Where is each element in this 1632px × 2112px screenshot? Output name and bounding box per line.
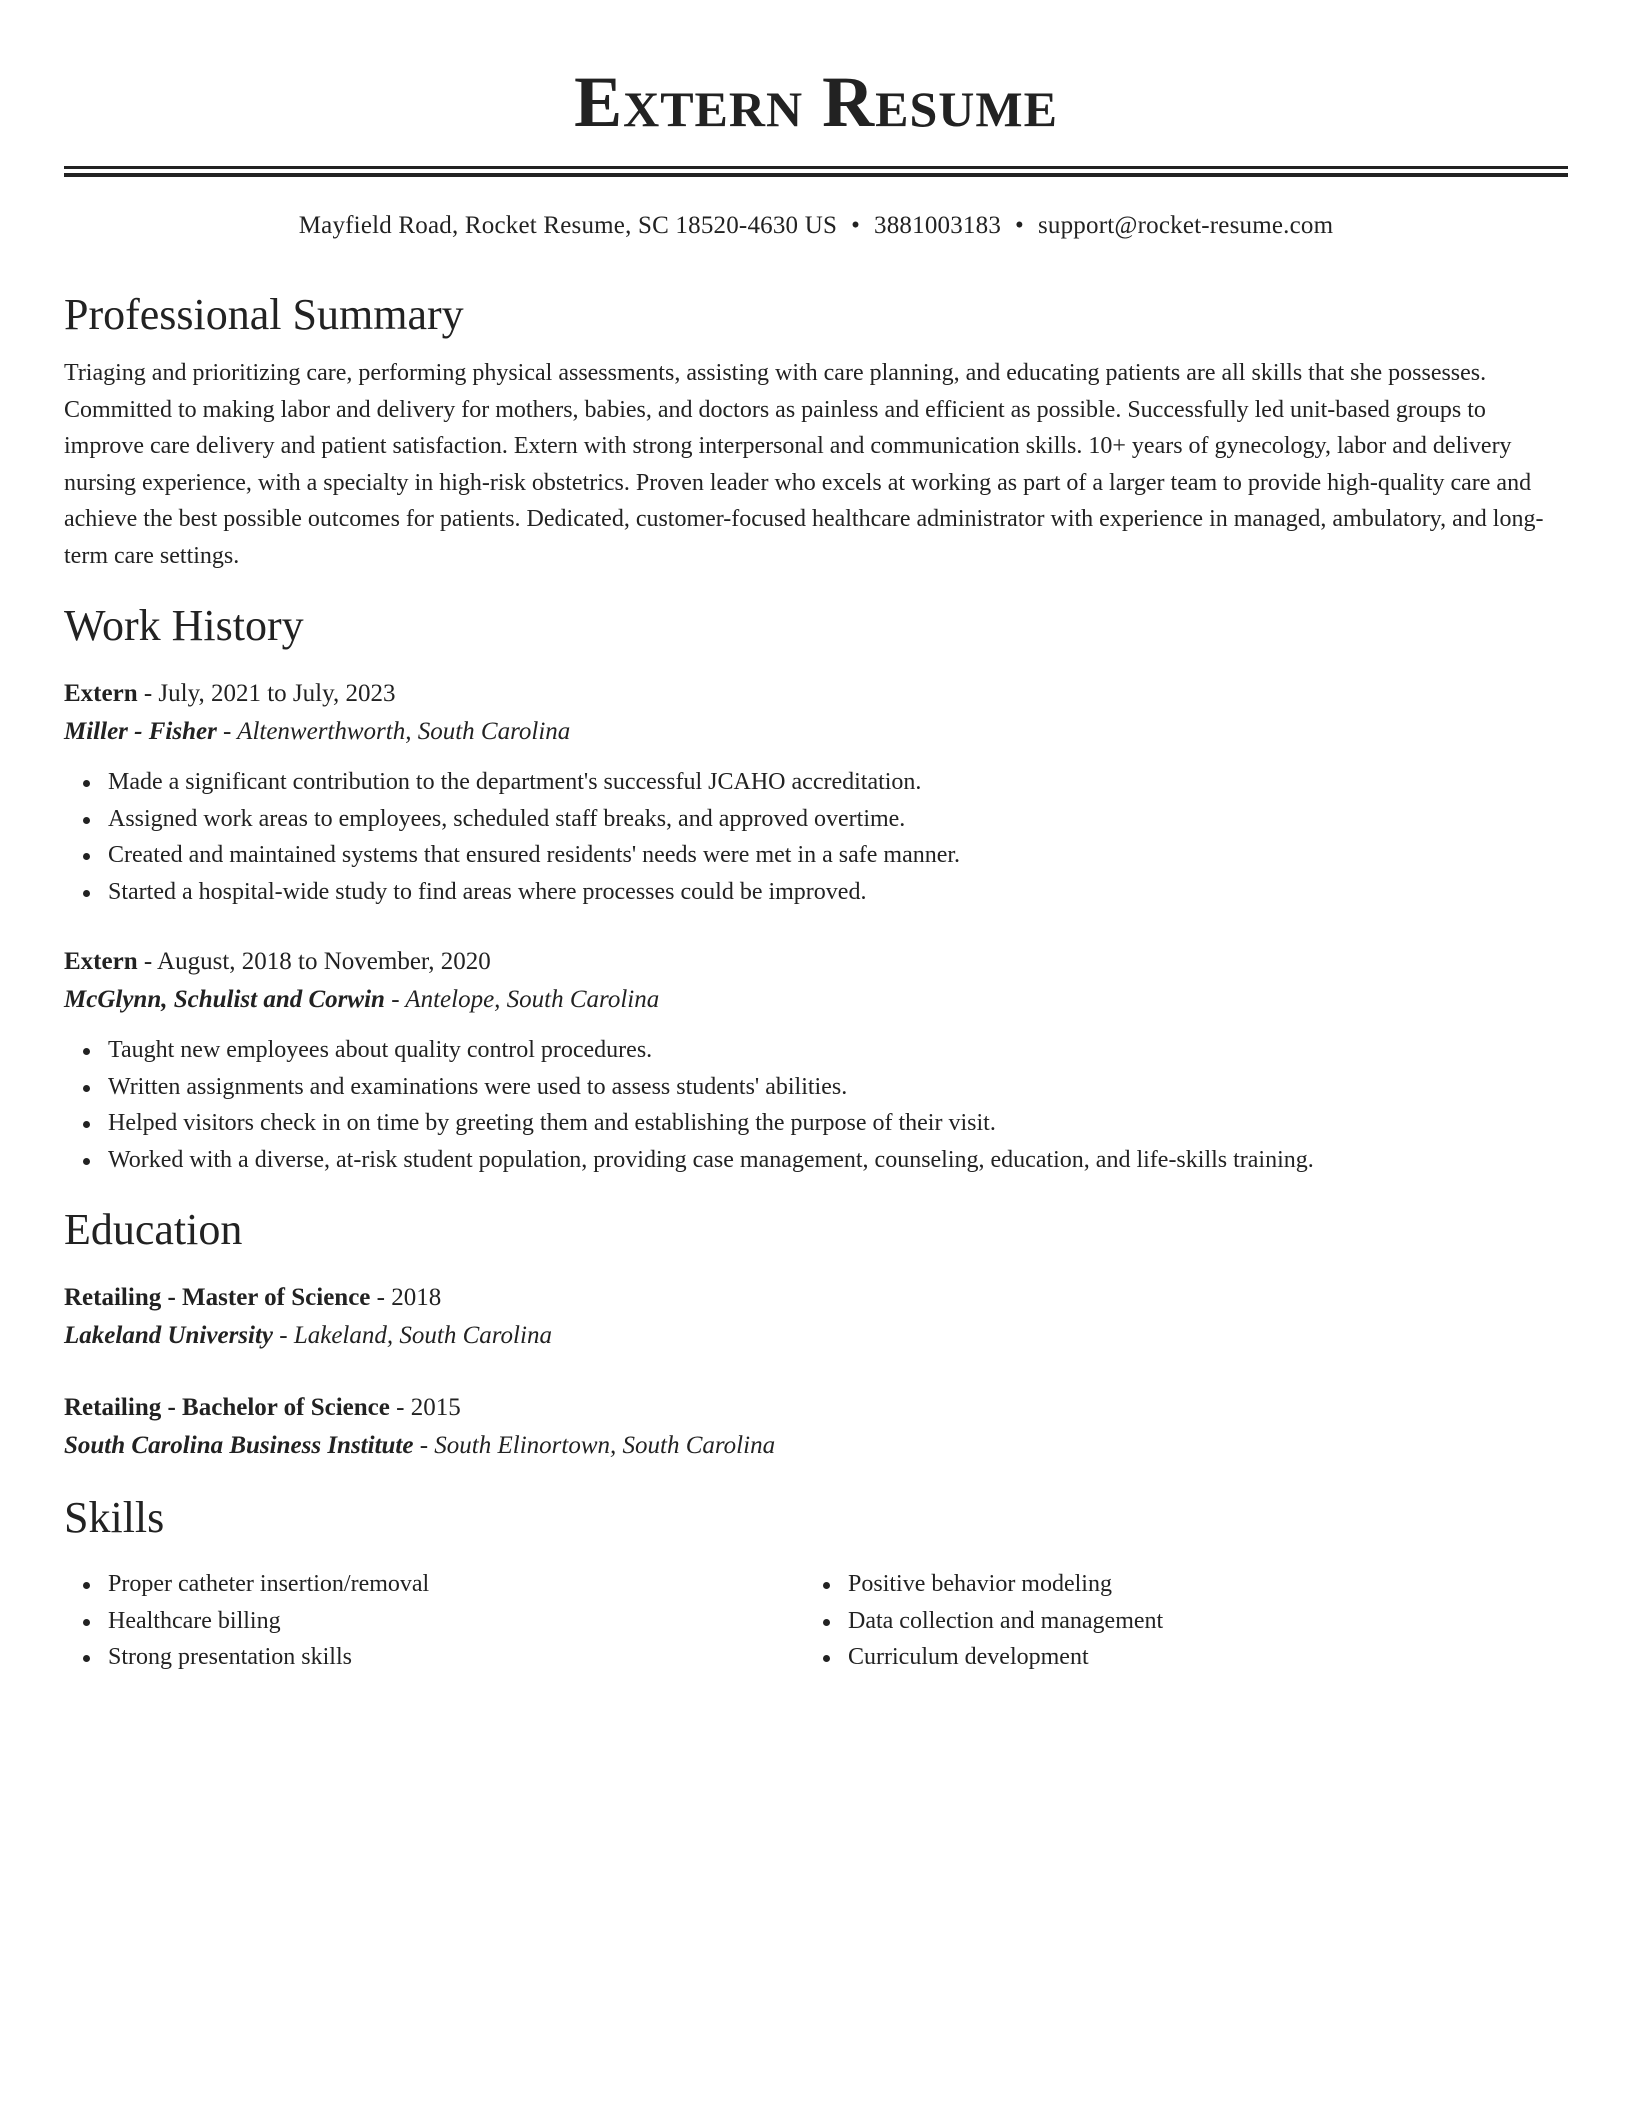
job-bullet: Written assignments and examinations were used to assess students' abilities. bbox=[108, 1069, 1568, 1106]
job-bullet: Started a hospital-wide study to find areas where processes could be improved. bbox=[108, 874, 1568, 911]
section-heading-skills: Skills bbox=[64, 1493, 165, 1542]
skill-item: Curriculum development bbox=[848, 1639, 1544, 1676]
skill-item: Data collection and management bbox=[848, 1603, 1544, 1640]
job-location: - Altenwerthworth, South Carolina bbox=[216, 718, 571, 745]
title-rule-bottom bbox=[64, 173, 1568, 177]
skills-list-left bbox=[64, 1566, 804, 1676]
job-bullet: Made a significant contribution to the department's successful JCAHO accreditation. bbox=[108, 764, 1568, 801]
job-bullet: Assigned work areas to employees, scheduled staff breaks, and approved overtime. bbox=[108, 801, 1568, 838]
skills-list-right bbox=[804, 1566, 1544, 1676]
resume-page bbox=[64, 0, 1568, 1676]
job-entry bbox=[64, 944, 1568, 1178]
job-company-line bbox=[64, 712, 1568, 752]
job-bullets bbox=[64, 1032, 1568, 1178]
job-company: Miller - Fisher bbox=[64, 718, 217, 745]
education-degree-line bbox=[64, 1390, 1568, 1426]
education-degree-line bbox=[64, 1280, 1568, 1316]
education-entry bbox=[64, 1390, 1568, 1466]
skill-item: Strong presentation skills bbox=[108, 1639, 804, 1676]
education-school-line bbox=[64, 1316, 1568, 1356]
job-bullet: Taught new employees about quality control procedures. bbox=[108, 1032, 1568, 1069]
education-degree: Retailing - Master of Science bbox=[64, 1284, 371, 1311]
education-degree: Retailing - Bachelor of Science bbox=[64, 1394, 390, 1421]
skill-item: Proper catheter insertion/removal bbox=[108, 1566, 804, 1603]
job-title: Extern bbox=[64, 948, 138, 975]
education-year: - 2018 bbox=[370, 1284, 442, 1311]
education-school: South Carolina Business Institute bbox=[64, 1432, 414, 1459]
job-dates: - August, 2018 to November, 2020 bbox=[137, 948, 491, 975]
job-title-line bbox=[64, 944, 1568, 980]
job-title-line bbox=[64, 676, 1568, 712]
job-company: McGlynn, Schulist and Corwin bbox=[64, 986, 385, 1013]
education-location: - Lakeland, South Carolina bbox=[273, 1322, 552, 1349]
job-location: - Antelope, South Carolina bbox=[384, 986, 660, 1013]
education-school: Lakeland University bbox=[64, 1322, 274, 1349]
contact-line bbox=[64, 209, 1568, 243]
job-bullet: Helped visitors check in on time by greeting them and establishing the purpose of their visit. bbox=[108, 1105, 1568, 1142]
job-dates: - July, 2021 to July, 2023 bbox=[137, 680, 396, 707]
section-heading-education: Education bbox=[64, 1205, 243, 1254]
job-company-line bbox=[64, 980, 1568, 1020]
skill-item: Healthcare billing bbox=[108, 1603, 804, 1640]
contact-separator: • bbox=[851, 212, 861, 239]
section-heading-work-history: Work History bbox=[64, 601, 304, 650]
education-entry bbox=[64, 1280, 1568, 1356]
resume-title: Extern Resume bbox=[574, 62, 1058, 142]
education-location: - South Elinortown, South Carolina bbox=[413, 1432, 776, 1459]
summary-text: Triaging and prioritizing care, performing physical assessments, assisting with care planning, and educating patients are all skills that she possesses. Committed to making labor and delivery for mothers, babies, and doctors as painless and efficient as possible. Successfully led unit-based groups to improve care delivery and patient satisfaction. Extern with strong interpersonal and communication skills. 10+ years of gynecology, labor and delivery nursing experience, with a specialty in high-risk obstetrics. Proven leader who excels at working as part of a larger team to provide high-quality care and achieve the best possible outcomes for patients. Dedicated, customer-focused healthcare administrator with experience in managed, ambulatory, and long-term care settings. bbox=[64, 360, 1544, 569]
contact-address: Mayfield Road, Rocket Resume, SC 18520-4630 US bbox=[298, 212, 838, 239]
job-bullet: Created and maintained systems that ensured residents' needs were met in a safe manner. bbox=[108, 837, 1568, 874]
section-heading-summary: Professional Summary bbox=[64, 290, 464, 339]
contact-phone: 3881003183 bbox=[874, 212, 1002, 239]
skills-columns bbox=[64, 1566, 1568, 1676]
job-title: Extern bbox=[64, 680, 138, 707]
title-rule-top bbox=[64, 166, 1568, 169]
job-bullets bbox=[64, 764, 1568, 910]
job-entry bbox=[64, 676, 1568, 910]
contact-email: support@rocket-resume.com bbox=[1037, 212, 1334, 239]
education-school-line bbox=[64, 1426, 1568, 1466]
skill-item: Positive behavior modeling bbox=[848, 1566, 1544, 1603]
education-year: - 2015 bbox=[389, 1394, 461, 1421]
job-bullet: Worked with a diverse, at-risk student population, providing case management, counseling, education, and life-skills training. bbox=[108, 1142, 1568, 1179]
contact-separator: • bbox=[1015, 212, 1024, 239]
